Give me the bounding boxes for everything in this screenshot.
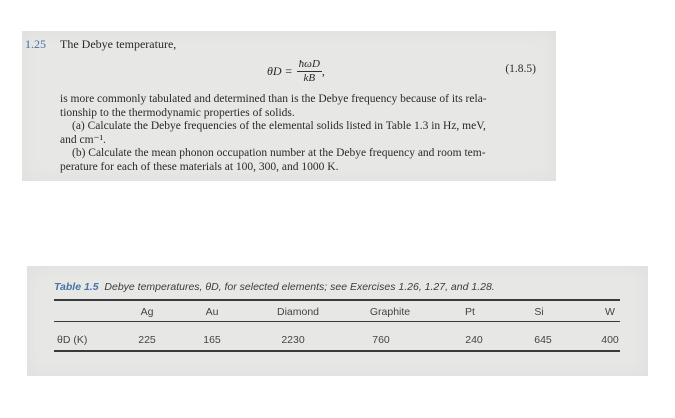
column-header: Pt: [465, 306, 475, 318]
exercise-line: perature for each of these materials at 100, 300, and 1000 K.: [60, 160, 339, 173]
exercise-number: 1.25: [25, 37, 46, 51]
equation-fraction: [297, 57, 322, 85]
table-cell: 400: [601, 334, 619, 346]
exercise-intro: The Debye temperature,: [60, 37, 177, 51]
table-cell: 2230: [281, 334, 305, 346]
table-caption-text: Debye temperatures, θD, for selected elements; see Exercises 1.26, 1.27, and 1.28.: [104, 281, 495, 293]
table-cell: 645: [534, 334, 552, 346]
exercise-body: [60, 93, 540, 174]
equation-trailing: ,: [321, 63, 325, 78]
column-header: Graphite: [369, 306, 411, 318]
column-header: Diamond: [276, 306, 320, 318]
table-top-rule: [54, 299, 620, 301]
table-cell: 760: [372, 334, 390, 346]
column-header: W: [605, 306, 615, 318]
equation-numerator: ħωD: [298, 58, 320, 70]
exercise-line: and cm⁻¹.: [60, 133, 106, 146]
exercise-line: is more commonly tabulated and determined than is the Debye frequency because of its rela-: [60, 93, 487, 105]
column-header: Si: [534, 306, 544, 318]
exercise-line: tionship to the thermodynamic properties of solids.: [60, 106, 295, 119]
column-header: Au: [205, 306, 219, 318]
debye-equation: [267, 57, 325, 85]
column-header: Ag: [140, 306, 154, 318]
table-caption: [54, 281, 495, 293]
row-label: θD (K): [57, 334, 88, 346]
exercise-part-b: (b) Calculate the mean phonon occupation number at the Debye frequency and room tem-: [72, 147, 486, 159]
table-cell: 225: [138, 334, 156, 346]
exercise-panel: [22, 31, 556, 181]
table-cell: 240: [465, 334, 483, 346]
table-label: Table 1.5: [54, 281, 99, 293]
table-panel: [27, 266, 648, 376]
equation-denominator: kB: [303, 72, 316, 84]
table-header-rule: [54, 321, 620, 322]
exercise-part-a: (a) Calculate the Debye frequencies of the elemental solids listed in Table 1.3 in Hz, meV,: [72, 120, 486, 132]
table-bottom-rule: [54, 350, 620, 352]
equation-label: (1.8.5): [505, 63, 536, 75]
table-cell: 165: [203, 334, 221, 346]
equation-lhs: θD =: [267, 63, 293, 78]
